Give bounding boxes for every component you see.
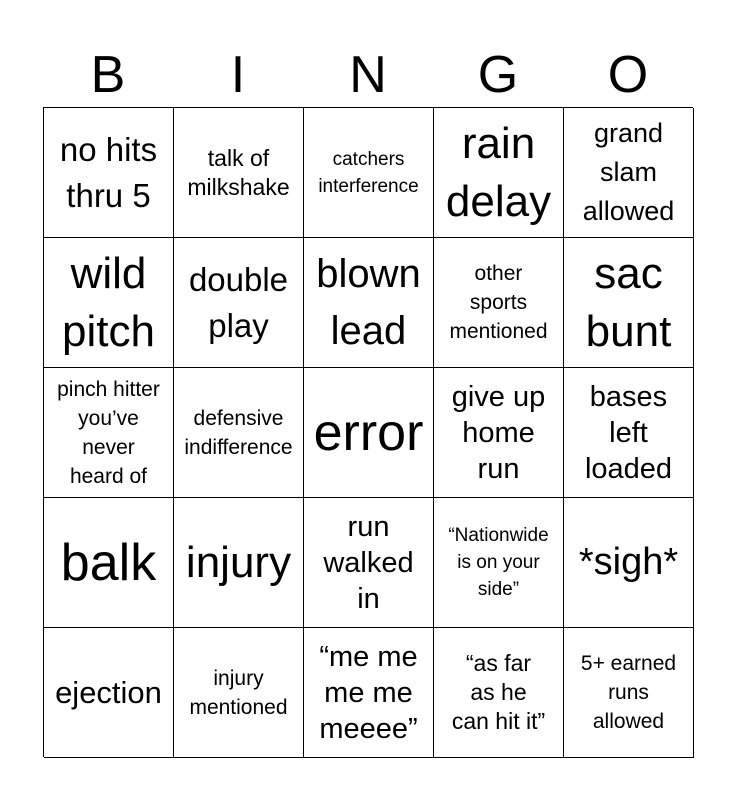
cell-text: “as far as he can hit it” [451, 650, 546, 734]
bingo-cell[interactable] [174, 368, 304, 498]
cell-text: pinch hitter you’ve never heard of [57, 377, 160, 488]
bingo-cell[interactable] [44, 108, 174, 238]
cell-text: blown lead [316, 251, 421, 353]
cell-text: grand slam allowed [582, 118, 675, 226]
cell-text: double play [188, 260, 289, 344]
bingo-cell[interactable] [304, 368, 434, 498]
cell-text: “Nationwide is on your side” [448, 525, 549, 600]
cell-text: rain delay [445, 118, 552, 226]
bingo-cell[interactable] [564, 498, 694, 628]
bingo-cell[interactable] [434, 368, 564, 498]
bingo-cell[interactable] [44, 238, 174, 368]
cell-text: defensive indifference [184, 406, 293, 459]
cell-text: bases left loaded [584, 380, 673, 485]
bingo-cell[interactable] [564, 238, 694, 368]
cell-text: injury mentioned [189, 666, 288, 719]
header-letter-g: G [477, 46, 519, 104]
bingo-cell[interactable] [304, 108, 434, 238]
bingo-cell[interactable] [434, 238, 564, 368]
bingo-cell[interactable] [44, 628, 174, 758]
header-letter-i: I [230, 46, 246, 104]
bingo-grid [43, 107, 693, 757]
bingo-cell[interactable] [174, 108, 304, 238]
cell-text: talk of milkshake [187, 144, 290, 200]
cell-text: balk [60, 533, 157, 592]
bingo-cell[interactable] [304, 628, 434, 758]
cell-text: run walked in [323, 510, 414, 615]
bingo-cell[interactable] [44, 368, 174, 498]
bingo-cell[interactable] [174, 628, 304, 758]
bingo-header [43, 44, 693, 106]
header-letter-n: N [349, 46, 387, 104]
cell-text: “me me me me meeee” [319, 640, 418, 745]
header-letter-b: B [90, 46, 126, 104]
bingo-cell[interactable] [304, 238, 434, 368]
cell-text: *sigh* [578, 541, 679, 583]
bingo-cell[interactable] [564, 108, 694, 238]
cell-text: error [313, 403, 424, 462]
cell-text: 5+ earned runs allowed [580, 652, 677, 733]
bingo-cell[interactable] [564, 628, 694, 758]
cell-text: give up home run [451, 380, 546, 485]
bingo-cell[interactable] [44, 498, 174, 628]
header-letter-o: O [607, 46, 649, 104]
cell-text: catchers interference [318, 148, 419, 197]
bingo-cell[interactable] [174, 238, 304, 368]
cell-text: wild pitch [62, 248, 155, 356]
bingo-cell[interactable] [304, 498, 434, 628]
bingo-cell[interactable] [174, 498, 304, 628]
cell-text: sac bunt [585, 248, 672, 356]
cell-text: other sports mentioned [449, 262, 548, 343]
bingo-cell[interactable] [564, 368, 694, 498]
cell-text: no hits thru 5 [59, 130, 158, 214]
bingo-cell[interactable] [434, 108, 564, 238]
cell-text: injury [185, 537, 292, 587]
bingo-cell[interactable] [434, 628, 564, 758]
cell-text: ejection [55, 675, 162, 710]
bingo-cell[interactable] [434, 498, 564, 628]
